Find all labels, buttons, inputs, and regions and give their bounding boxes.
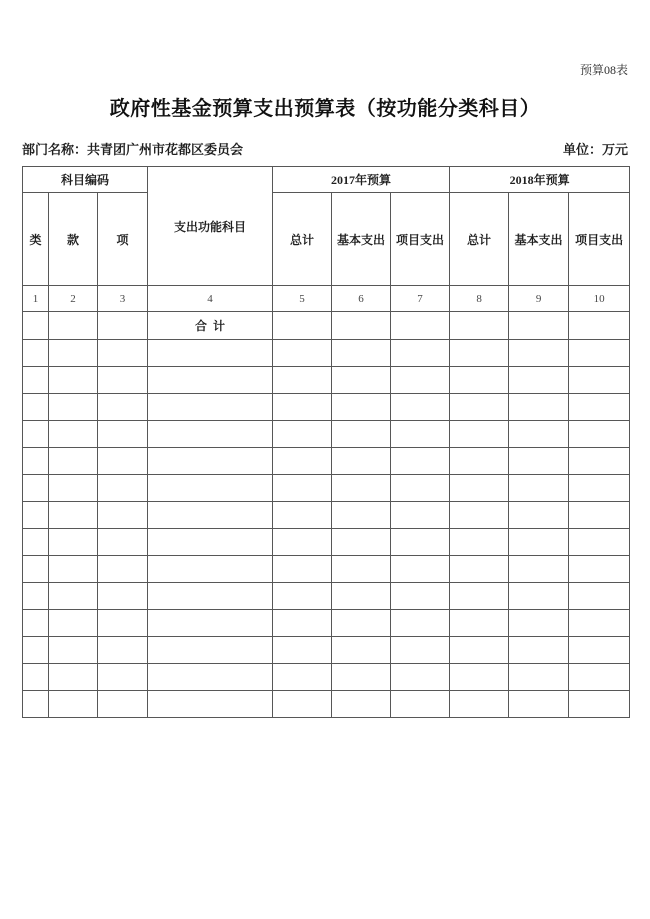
- empty-cell: [569, 502, 630, 529]
- empty-row: [23, 637, 630, 664]
- empty-cell: [332, 312, 391, 340]
- empty-cell: [450, 502, 509, 529]
- header-project-2017: 项目支出: [391, 193, 450, 286]
- empty-cell: [509, 421, 569, 448]
- budget-table: [22, 166, 630, 718]
- empty-cell: [49, 529, 98, 556]
- empty-cell: [332, 637, 391, 664]
- header-subject-code: 科目编码: [23, 167, 148, 193]
- empty-cell: [273, 664, 332, 691]
- empty-cell: [273, 610, 332, 637]
- empty-cell: [23, 312, 49, 340]
- page-title: 政府性基金预算支出预算表（按功能分类科目）: [109, 98, 541, 120]
- empty-cell: [98, 421, 148, 448]
- empty-cell: [391, 448, 450, 475]
- empty-cell: [509, 610, 569, 637]
- empty-cell: [49, 556, 98, 583]
- empty-cell: [332, 556, 391, 583]
- empty-cell: [509, 502, 569, 529]
- empty-cell: [569, 340, 630, 367]
- empty-cell: [49, 610, 98, 637]
- empty-cell: [509, 394, 569, 421]
- empty-cell: [49, 475, 98, 502]
- empty-row: [23, 475, 630, 502]
- empty-cell: [23, 637, 49, 664]
- empty-row: [23, 340, 630, 367]
- empty-cell: [49, 502, 98, 529]
- empty-cell: [450, 448, 509, 475]
- column-number-cell: 8: [450, 286, 509, 312]
- empty-cell: [148, 529, 273, 556]
- empty-cell: [98, 475, 148, 502]
- total-row-label: 合 计: [148, 312, 273, 340]
- empty-cell: [450, 583, 509, 610]
- empty-cell: [391, 637, 450, 664]
- empty-cell: [49, 312, 98, 340]
- empty-row: [23, 448, 630, 475]
- empty-cell: [569, 394, 630, 421]
- empty-cell: [98, 691, 148, 718]
- empty-row: [23, 502, 630, 529]
- empty-cell: [23, 421, 49, 448]
- empty-cell: [391, 502, 450, 529]
- empty-cell: [569, 475, 630, 502]
- empty-cell: [98, 312, 148, 340]
- empty-cell: [98, 502, 148, 529]
- empty-cell: [391, 664, 450, 691]
- empty-cell: [23, 529, 49, 556]
- empty-cell: [332, 475, 391, 502]
- header-total-2018: 总计: [450, 193, 509, 286]
- empty-cell: [332, 502, 391, 529]
- empty-cell: [273, 394, 332, 421]
- empty-cell: [450, 312, 509, 340]
- header-budget-2018: 2018年预算: [450, 167, 630, 193]
- empty-cell: [98, 529, 148, 556]
- column-number-row: [23, 286, 630, 312]
- empty-cell: [450, 394, 509, 421]
- empty-cell: [509, 664, 569, 691]
- header-function-subject: 支出功能科目: [148, 167, 273, 286]
- empty-cell: [273, 367, 332, 394]
- empty-cell: [148, 691, 273, 718]
- empty-cell: [273, 448, 332, 475]
- empty-cell: [391, 556, 450, 583]
- empty-row: [23, 367, 630, 394]
- empty-cell: [49, 691, 98, 718]
- empty-cell: [509, 448, 569, 475]
- empty-cell: [332, 340, 391, 367]
- empty-cell: [23, 475, 49, 502]
- unit-label: 单位：万元: [562, 142, 628, 157]
- empty-cell: [509, 367, 569, 394]
- empty-cell: [98, 664, 148, 691]
- empty-cell: [148, 583, 273, 610]
- column-number-cell: 7: [391, 286, 450, 312]
- header-basic-2018: 基本支出: [509, 193, 569, 286]
- empty-cell: [391, 475, 450, 502]
- empty-cell: [23, 394, 49, 421]
- empty-cell: [391, 691, 450, 718]
- empty-cell: [148, 448, 273, 475]
- empty-cell: [509, 529, 569, 556]
- empty-cell: [273, 583, 332, 610]
- empty-cell: [332, 664, 391, 691]
- empty-cell: [273, 340, 332, 367]
- header-row-columns: [23, 193, 630, 286]
- column-number-cell: 4: [148, 286, 273, 312]
- column-number-cell: 5: [273, 286, 332, 312]
- empty-cell: [49, 421, 98, 448]
- empty-row: [23, 421, 630, 448]
- empty-cell: [148, 421, 273, 448]
- header-basic-2017: 基本支出: [332, 193, 391, 286]
- empty-cell: [49, 367, 98, 394]
- column-number-cell: 9: [509, 286, 569, 312]
- empty-cell: [569, 367, 630, 394]
- empty-cell: [49, 637, 98, 664]
- empty-cell: [569, 421, 630, 448]
- empty-cell: [450, 421, 509, 448]
- header-section: 款: [49, 193, 98, 286]
- empty-cell: [98, 448, 148, 475]
- empty-cell: [148, 502, 273, 529]
- empty-cell: [273, 556, 332, 583]
- column-number-cell: 1: [23, 286, 49, 312]
- empty-cell: [509, 340, 569, 367]
- empty-cell: [569, 610, 630, 637]
- empty-cell: [98, 340, 148, 367]
- empty-cell: [332, 448, 391, 475]
- empty-cell: [23, 664, 49, 691]
- empty-cell: [23, 340, 49, 367]
- empty-cell: [148, 637, 273, 664]
- header-item: 项: [98, 193, 148, 286]
- empty-cell: [148, 610, 273, 637]
- empty-cell: [273, 637, 332, 664]
- empty-cell: [49, 583, 98, 610]
- column-number-cell: 6: [332, 286, 391, 312]
- empty-cell: [49, 394, 98, 421]
- empty-cell: [569, 529, 630, 556]
- header-row-groups: [23, 167, 630, 193]
- empty-cell: [148, 340, 273, 367]
- total-row: [23, 312, 630, 340]
- empty-cell: [450, 691, 509, 718]
- department-name: 部门名称：共青团广州市花都区委员会: [22, 142, 244, 157]
- empty-cell: [273, 691, 332, 718]
- empty-cell: [273, 312, 332, 340]
- empty-row: [23, 394, 630, 421]
- empty-cell: [23, 583, 49, 610]
- empty-cell: [391, 367, 450, 394]
- empty-cell: [391, 394, 450, 421]
- empty-cell: [509, 583, 569, 610]
- empty-cell: [450, 610, 509, 637]
- empty-cell: [273, 502, 332, 529]
- empty-cell: [98, 556, 148, 583]
- empty-cell: [273, 421, 332, 448]
- empty-cell: [509, 637, 569, 664]
- empty-cell: [332, 529, 391, 556]
- empty-cell: [450, 664, 509, 691]
- empty-cell: [98, 583, 148, 610]
- empty-cell: [49, 448, 98, 475]
- empty-cell: [391, 529, 450, 556]
- empty-cell: [569, 448, 630, 475]
- empty-cell: [23, 556, 49, 583]
- empty-cell: [569, 691, 630, 718]
- header-total-2017: 总计: [273, 193, 332, 286]
- empty-cell: [450, 556, 509, 583]
- empty-cell: [23, 502, 49, 529]
- empty-cell: [569, 556, 630, 583]
- empty-cell: [148, 475, 273, 502]
- empty-cell: [49, 340, 98, 367]
- empty-cell: [98, 367, 148, 394]
- empty-cell: [148, 556, 273, 583]
- empty-cell: [148, 394, 273, 421]
- empty-cell: [273, 529, 332, 556]
- empty-cell: [23, 367, 49, 394]
- column-number-cell: 2: [49, 286, 98, 312]
- column-number-cell: 10: [569, 286, 630, 312]
- empty-cell: [450, 367, 509, 394]
- empty-cell: [569, 312, 630, 340]
- empty-row: [23, 664, 630, 691]
- empty-cell: [569, 583, 630, 610]
- empty-row: [23, 691, 630, 718]
- empty-cell: [391, 340, 450, 367]
- empty-cell: [148, 664, 273, 691]
- empty-cell: [148, 367, 273, 394]
- empty-cell: [450, 340, 509, 367]
- empty-cell: [23, 691, 49, 718]
- empty-cell: [509, 556, 569, 583]
- empty-cell: [391, 312, 450, 340]
- column-number-cell: 3: [98, 286, 148, 312]
- empty-cell: [332, 691, 391, 718]
- empty-cell: [569, 664, 630, 691]
- empty-cell: [332, 610, 391, 637]
- empty-cell: [98, 637, 148, 664]
- empty-row: [23, 529, 630, 556]
- empty-cell: [49, 664, 98, 691]
- empty-row: [23, 583, 630, 610]
- empty-row: [23, 556, 630, 583]
- empty-cell: [332, 367, 391, 394]
- empty-cell: [391, 421, 450, 448]
- empty-cell: [509, 312, 569, 340]
- empty-cell: [450, 637, 509, 664]
- empty-cell: [98, 610, 148, 637]
- empty-cell: [23, 610, 49, 637]
- table-body: [23, 312, 630, 718]
- empty-cell: [332, 583, 391, 610]
- empty-cell: [450, 529, 509, 556]
- header-budget-2017: 2017年预算: [273, 167, 450, 193]
- empty-cell: [391, 583, 450, 610]
- empty-cell: [509, 475, 569, 502]
- empty-row: [23, 610, 630, 637]
- empty-cell: [273, 475, 332, 502]
- empty-cell: [391, 610, 450, 637]
- empty-cell: [569, 637, 630, 664]
- empty-cell: [23, 448, 49, 475]
- header-project-2018: 项目支出: [569, 193, 630, 286]
- sheet-label: 预算08表: [579, 63, 628, 77]
- empty-cell: [332, 394, 391, 421]
- empty-cell: [450, 475, 509, 502]
- empty-cell: [332, 421, 391, 448]
- header-class: 类: [23, 193, 49, 286]
- empty-cell: [98, 394, 148, 421]
- empty-cell: [509, 691, 569, 718]
